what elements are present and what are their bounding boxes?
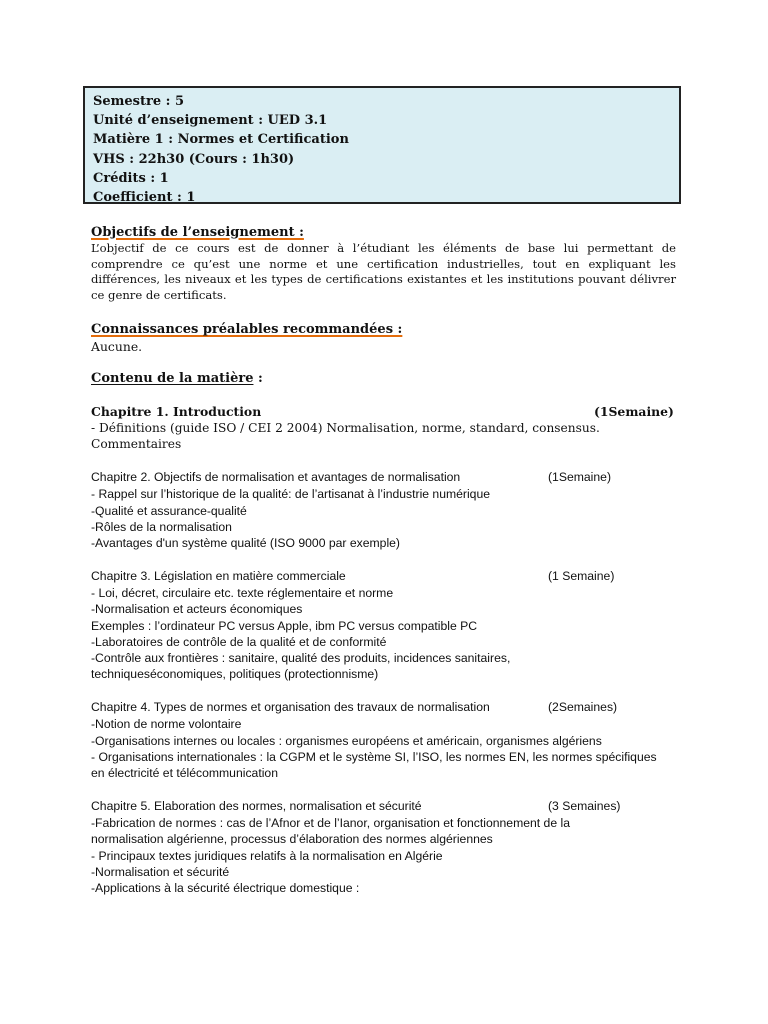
chapter-5-line: - Principaux textes juridiques relatifs à la normalisation en Algérie — [91, 848, 443, 863]
vhs-line: VHS : 22h30 (Cours : 1h30) — [93, 151, 295, 167]
chapter-4-line: en électricité et télécommunication — [91, 766, 278, 781]
contenu-colon: : — [253, 371, 263, 387]
chapter-1 — [91, 403, 676, 452]
chapter-2-line: -Avantages d'un système qualité (ISO 9000 par exemple) — [91, 535, 400, 550]
chapter-3-duration: (1 Semaine) — [548, 569, 615, 584]
chapter-2-header — [91, 469, 676, 486]
chapter-1-title: Chapitre 1. Introduction — [91, 404, 262, 420]
unite-line: Unité d’enseignement : UED 3.1 — [93, 113, 328, 129]
contenu-heading — [91, 370, 676, 387]
matiere-line: Matière 1 : Normes et Certification — [93, 132, 349, 148]
chapter-5-title: Chapitre 5. Elaboration des normes, normalisation et sécurité — [91, 799, 422, 814]
chapter-2-line: - Rappel sur l’historique de la qualité: de l’artisanat à l’industrie numérique — [91, 487, 491, 502]
chapter-4-line: -Notion de norme volontaire — [91, 717, 242, 732]
chapter-5-line: -Fabrication de normes : cas de l’Afnor et de l’Ianor, organisation et fonctionnement de la — [91, 816, 570, 831]
chapter-2-duration: (1Semaine) — [548, 470, 611, 485]
chapter-3-line: -Contrôle aux frontières : sanitaire, qualité des produits, incidences sanitaires, — [91, 651, 511, 665]
course-info-box — [83, 86, 681, 204]
chapter-1-header — [91, 403, 676, 420]
chapter-2-line: -Rôles de la normalisation — [91, 519, 232, 534]
objectifs-text: L’objectif de ce cours est de donner à l’étudiant les éléments de base lui permettant de comprendre ce qu’est une norme et une certification industrielles, tout en expliquant les différences, les niveaux et les types de certifications existantes et les institutions pouvant délivrer ce genre de certificats. — [91, 241, 676, 302]
chapter-5-line: -Applications à la sécurité électrique domestique : — [91, 881, 360, 896]
chapter-3-line: -Laboratoires de contrôle de la qualité et de conformité — [91, 634, 387, 649]
chapter-5-line: normalisation algérienne, processus d’élaboration des normes algériennes — [91, 832, 493, 847]
chapter-3-line: Exemples : l’ordinateur PC versus Apple, ibm PC versus compatible PC — [91, 618, 478, 633]
chapter-4-header — [91, 699, 676, 716]
chapter-5 — [91, 798, 676, 896]
chapter-2 — [91, 469, 676, 551]
chapter-5-line: -Normalisation et sécurité — [91, 864, 230, 879]
chapter-4-duration: (2Semaines) — [548, 700, 618, 715]
coefficient-line: Coefficient : 1 — [93, 190, 196, 206]
document-body — [91, 224, 676, 896]
chapter-3-line: techniqueséconomiques, politiques (protectionnisme) — [91, 667, 379, 682]
semestre-line: Semestre : 5 — [93, 94, 185, 109]
objectifs-title: Objectifs de l’enseignement : — [91, 225, 304, 240]
chapter-1-duration: (1Semaine) — [594, 404, 674, 420]
credits-line: Crédits : 1 — [93, 170, 169, 186]
contenu-title: Contenu de la matière — [91, 371, 254, 387]
chapter-2-title: Chapitre 2. Objectifs de normalisation et avantages de normalisation — [91, 470, 461, 485]
chapter-4 — [91, 699, 676, 781]
chapter-4-line: -Organisations internes ou locales : organismes européens et américain, organismes algériens — [91, 733, 602, 748]
connaissances-heading — [91, 321, 676, 338]
chapter-3-title: Chapitre 3. Législation en matière commerciale — [91, 569, 346, 584]
connaissances-title: Connaissances préalables recommandées : — [91, 322, 403, 338]
chapter-5-header — [91, 798, 676, 815]
chapter-4-title: Chapitre 4. Types de normes et organisation des travaux de normalisation — [91, 700, 490, 715]
objectifs-heading — [91, 224, 676, 241]
connaissances-text: Aucune. — [91, 339, 143, 355]
chapter-1-line: Commentaires — [91, 437, 182, 452]
chapter-1-line: - Définitions (guide ISO / CEI 2 2004) Normalisation, norme, standard, consensus. — [91, 421, 600, 436]
chapter-3-header — [91, 568, 676, 585]
chapter-3 — [91, 568, 676, 682]
chapter-3-line: -Normalisation et acteurs économiques — [91, 602, 303, 617]
chapter-4-line: - Organisations internationales : la CGPM et le système SI, l’ISO, les normes EN, les normes spécifiques — [91, 749, 657, 764]
chapter-3-line: - Loi, décret, circulaire etc. texte réglementaire et norme — [91, 586, 394, 601]
chapter-2-line: -Qualité et assurance-qualité — [91, 503, 247, 518]
chapter-5-duration: (3 Semaines) — [548, 799, 621, 814]
